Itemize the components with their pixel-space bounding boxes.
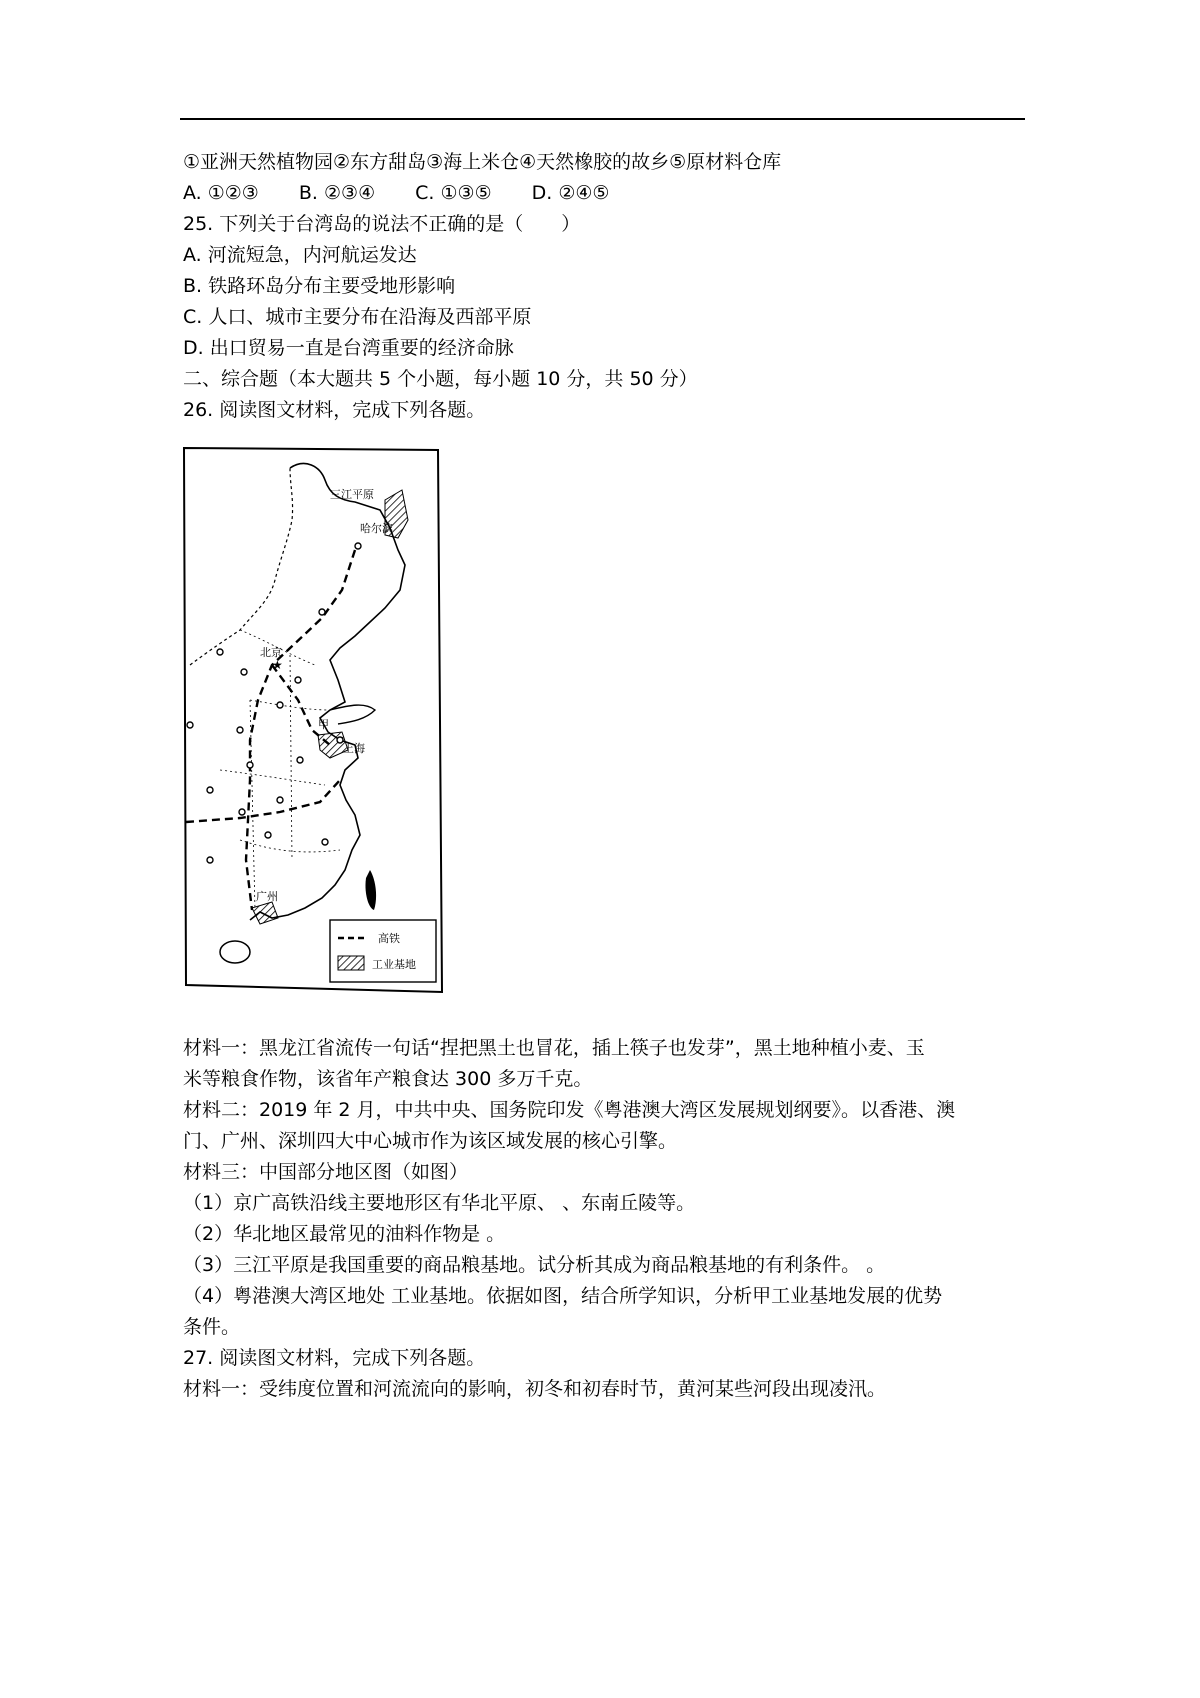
hainan-island (220, 941, 250, 963)
china-region-map (180, 440, 470, 1000)
q26-stem: 26. 阅读图文材料，完成下列各题。 (183, 399, 486, 421)
sub-question-3: （3）三江平原是我国重要的商品粮基地。试分析其成为商品粮基地的有利条件。 。 (183, 1254, 886, 1276)
material-2-line-2: 门、广州、深圳四大中心城市作为该区域发展的核心引擎。 (183, 1130, 678, 1152)
sub-question-1: （1）京广高铁沿线主要地形区有华北平原、 、东南丘陵等。 (183, 1192, 696, 1214)
material-1-line-2: 米等粮食作物，该省年产粮食达 300 多万千克。 (183, 1068, 593, 1090)
sub-question-4-line-1: （4）粤港澳大湾区地处 工业基地。依据如图，结合所学知识，分析甲工业基地发展的优势 (183, 1285, 943, 1307)
province-borders (220, 630, 340, 910)
header-rule (180, 118, 1025, 120)
material-3: 材料三：中国部分地区图（如图） (183, 1161, 469, 1183)
beijing-star: ★ (272, 658, 283, 672)
q27-material-1: 材料一：受纬度位置和河流流向的影响，初冬和初春时节，黄河某些河段出现凌汛。 (183, 1378, 887, 1400)
map-svg (180, 440, 470, 1000)
rail-jingguang (246, 550, 355, 910)
material-2-line-1: 材料二：2019 年 2 月，中共中央、国务院印发《粤港澳大湾区发展规划纲要》。以香港、澳 (183, 1099, 956, 1121)
border-north (190, 468, 293, 665)
label-jia: 甲 (318, 718, 329, 731)
q25-option-c: C. 人口、城市主要分布在沿海及西部平原 (183, 306, 532, 328)
label-sanjiang: 三江平原 (330, 488, 374, 501)
q24-statements: ①亚洲天然植物园②东方甜岛③海上米仓④天然橡胶的故乡⑤原材料仓库 (183, 151, 782, 173)
q25-stem: 25. 下列关于台湾岛的说法不正确的是（ ） (183, 213, 581, 235)
sub-question-4-line-2: 条件。 (183, 1316, 241, 1338)
label-guangzhou: 广州 (256, 890, 278, 903)
city-markers (187, 543, 361, 863)
q24-options (183, 181, 1043, 205)
option-b: B. ②③④ (298, 182, 376, 204)
rail-huhang (186, 780, 340, 822)
q25-option-d: D. 出口贸易一直是台湾重要的经济命脉 (183, 337, 514, 359)
sub-question-2: （2）华北地区最常见的油料作物是 。 (183, 1223, 506, 1245)
taiwan-island (365, 870, 376, 910)
label-shanghai: 上海 (343, 742, 365, 755)
legend-industry-label: 工业基地 (372, 958, 416, 971)
material-1-line-1: 材料一：黑龙江省流传一句话“捏把黑土也冒花，插上筷子也发芽”，黑土地种植小麦、玉 (183, 1037, 925, 1059)
label-beijing: 北京 (260, 646, 282, 659)
pearl-delta-industry (252, 902, 278, 924)
option-d: D. ②④⑤ (531, 182, 610, 204)
label-harbin: 哈尔滨 (360, 522, 393, 535)
q25-option-b: B. 铁路环岛分布主要受地形影响 (183, 275, 456, 297)
legend-industry-swatch (338, 956, 364, 970)
q27-stem: 27. 阅读图文材料，完成下列各题。 (183, 1347, 486, 1369)
option-a: A. ①②③ (183, 182, 259, 204)
section-2-title: 二、综合题（本大题共 5 个小题，每小题 10 分，共 50 分） (183, 368, 698, 390)
legend-rail-label: 高铁 (378, 932, 400, 945)
shandong-coast (330, 705, 375, 724)
legend-box (330, 920, 436, 982)
q25-option-a: A. 河流短急，内河航运发达 (183, 244, 417, 266)
option-c: C. ①③⑤ (415, 182, 492, 204)
map-frame (184, 448, 442, 992)
